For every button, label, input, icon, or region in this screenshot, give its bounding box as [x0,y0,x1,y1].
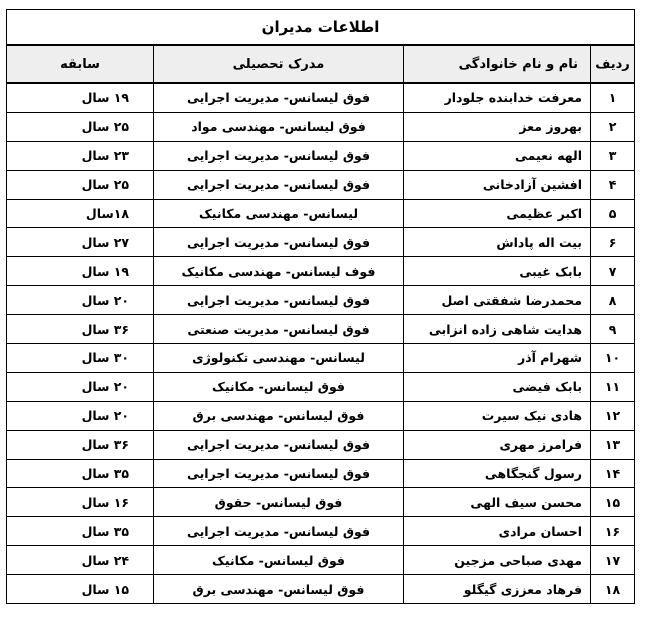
table-row [7,228,635,257]
row-degree: فوق لیسانس- مدیریت اجرایی [154,430,404,459]
row-degree: لیسانس- مهندسی تکنولوژی [154,344,404,373]
row-name: رسول گنجگاهی [404,459,591,488]
row-degree: فوق لیسانس- مدیریت اجرایی [154,141,404,170]
row-index: ۱۸ [591,575,635,604]
table-row [7,372,635,401]
row-degree: فوق لیسانس- مدیریت اجرایی [154,83,404,112]
row-degree: فوق لیسانس- مدیریت اجرایی [154,459,404,488]
row-index: ۹ [591,315,635,344]
row-experience: ۲۵ سال [7,112,154,141]
row-name: محسن سیف الهی [404,488,591,517]
row-degree: فوق لیسانس- مهندسی برق [154,401,404,430]
table-row [7,430,635,459]
table-row [7,344,635,373]
table-header-row [7,45,635,83]
row-experience: ۱۹ سال [7,257,154,286]
row-degree: فوق لیسانس- مدیریت اجرایی [154,170,404,199]
row-name: افشین آزادخانی [404,170,591,199]
row-degree: فوق لیسانس- مدیریت اجرایی [154,517,404,546]
row-degree: فوق لیسانس- مدیریت اجرایی [154,286,404,315]
row-experience: ۱۹ سال [7,83,154,112]
row-index: ۱۳ [591,430,635,459]
row-name: محمدرضا شفقتی اصل [404,286,591,315]
table-row [7,315,635,344]
header-experience: سابقه [7,45,154,83]
row-name: معرفت خدابنده جلودار [404,83,591,112]
table-row [7,257,635,286]
row-index: ۱۲ [591,401,635,430]
row-name: اکبر عظیمی [404,199,591,228]
row-experience: ۱۶ سال [7,488,154,517]
table-row [7,141,635,170]
row-experience: ۲۵ سال [7,170,154,199]
row-experience: ۱۵ سال [7,575,154,604]
row-index: ۳ [591,141,635,170]
row-experience: ۳۵ سال [7,517,154,546]
row-experience: ۳۰ سال [7,344,154,373]
row-degree: فوق لیسانس- مهندسی مواد [154,112,404,141]
row-degree: فوق لیسانس- مهندسی برق [154,575,404,604]
row-index: ۶ [591,228,635,257]
row-name: هادی نیک سیرت [404,401,591,430]
row-index: ۱۵ [591,488,635,517]
row-experience: ۱۸سال [7,199,154,228]
row-index: ۸ [591,286,635,315]
row-name: فرامرز مهری [404,430,591,459]
row-index: ۴ [591,170,635,199]
header-index: ردیف [591,45,635,83]
row-degree: فوق لیسانس- حقوق [154,488,404,517]
table-row [7,517,635,546]
row-experience: ۲۰ سال [7,372,154,401]
table-row [7,546,635,575]
table-row [7,199,635,228]
table-title-row [7,10,635,46]
row-experience: ۲۷ سال [7,228,154,257]
header-degree: مدرک تحصیلی [154,45,404,83]
row-name: هدایت شاهی زاده انزابی [404,315,591,344]
row-index: ۱ [591,83,635,112]
row-name: بابک فیضی [404,372,591,401]
row-index: ۱۴ [591,459,635,488]
row-experience: ۲۴ سال [7,546,154,575]
table-title: اطلاعات مدیران [7,10,635,46]
row-name: الهه نعیمی [404,141,591,170]
row-experience: ۳۵ سال [7,459,154,488]
row-experience: ۲۰ سال [7,286,154,315]
row-name: فرهاد معززی گیگلو [404,575,591,604]
table-row [7,83,635,112]
row-name: احسان مرادی [404,517,591,546]
row-index: ۱۷ [591,546,635,575]
row-index: ۷ [591,257,635,286]
header-name: نام و نام خانوادگی [404,45,591,83]
row-index: ۵ [591,199,635,228]
table-row [7,401,635,430]
row-name: شهرام آذر [404,344,591,373]
row-degree: فوف لیسانس- مهندسی مکانیک [154,257,404,286]
row-experience: ۲۰ سال [7,401,154,430]
table-row [7,459,635,488]
table-row [7,286,635,315]
row-degree: فوق لیسانس- مکانیک [154,546,404,575]
row-degree: فوق لیسانس- مدیریت صنعتی [154,315,404,344]
row-experience: ۳۶ سال [7,315,154,344]
row-experience: ۲۳ سال [7,141,154,170]
row-index: ۱۱ [591,372,635,401]
row-experience: ۳۶ سال [7,430,154,459]
table-row [7,170,635,199]
row-name: مهدی صباحی مزجین [404,546,591,575]
row-index: ۲ [591,112,635,141]
managers-table-container [6,9,634,604]
table-row [7,575,635,604]
row-name: بهروز معز [404,112,591,141]
table-row [7,112,635,141]
table-body [7,83,635,604]
row-degree: لیسانس- مهندسی مکانیک [154,199,404,228]
row-index: ۱۰ [591,344,635,373]
row-index: ۱۶ [591,517,635,546]
row-degree: فوق لیسانس- مکانیک [154,372,404,401]
row-name: بیت اله پاداش [404,228,591,257]
row-name: بابک غیبی [404,257,591,286]
row-degree: فوق لیسانس- مدیریت اجرایی [154,228,404,257]
managers-table [6,9,635,604]
table-row [7,488,635,517]
